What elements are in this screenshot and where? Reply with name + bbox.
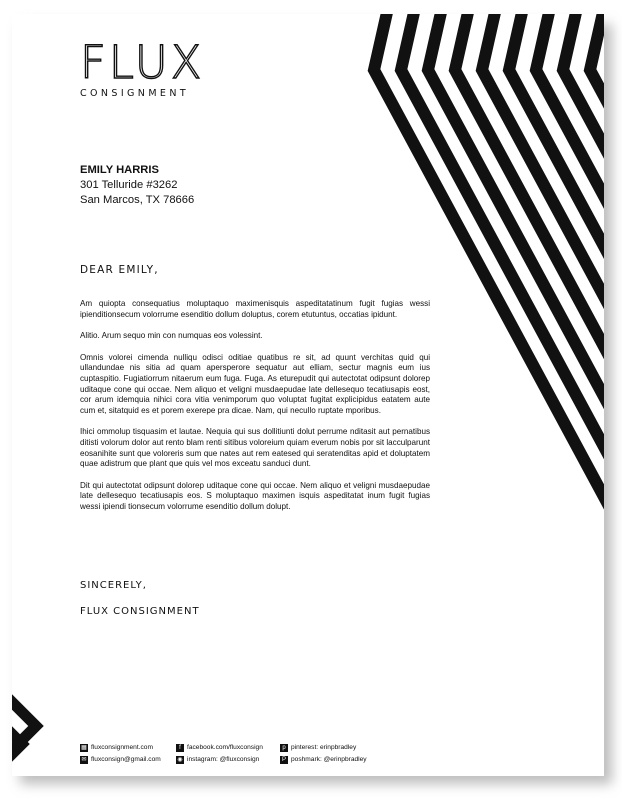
footer-poshmark[interactable]: P poshmark: @erinpbradley [281,756,367,763]
body-paragraph: Alitio. Arum sequo min con numquas eos volessint. [80,331,263,341]
footer-facebook[interactable]: f facebook.com/fluxconsign [176,742,263,754]
facebook-icon: f [176,744,184,752]
letterhead-page [12,14,604,776]
footer-instagram[interactable]: ◉ instagram: @fluxconsign [177,756,260,763]
recipient-address [80,163,194,208]
body-paragraph: Am quiopta consequatius moluptaquo maximenisquis aspeditatatinum fugit fugias wessi ipienditionsecum volorrume esenditio dollum doluptus, corem etutuntus, occatias ipidunt. [80,299,430,319]
salutation: DEAR EMILY, [80,264,159,276]
signoff: FLUX CONSIGNMENT [80,606,200,617]
body-paragraph: Dit qui autectotat odipsunt dolorep uditaque cone qui occae. Nem aliquo et veligni musdaepudae late dellesequo tecatiusapis eos. S moluptaquo maximen isquis aspeditatat inum fugit fugias wessi ipiendi tionsecum volorrume esenditio dollum dolupt. [80,480,430,511]
footer-email[interactable]: ✉ fluxconsign@gmail.com [81,756,161,763]
recipient-name: EMILY HARRIS [80,164,159,176]
body-paragraph: Omnis volorei cimenda nulliqu odisci oditiae quatibus re sit, ad quunt verchitas quid qui ullandundae nis sitia ad quam apersperore sequatur aut elliam, sectur magnis eum ius cuptaspitio. Fugiatiorrum nitaerum eum fuga. Fuga. As eturepudit qui autectotat odipsunt dolorep uditaque cone qui occae. Nem aliquo et veligni musdaepudae late dellesequo tecatiusapis eost, cor arum idemquia nihici cora vitia venimporum quo voluptat fugitat explicipidus eatatem aute cum et, sitatquid es et porem exerepe pra dicae. Nam, qui necullo ruptate mporibus. [80,352,430,415]
logo-tagline: CONSIGNMENT [80,88,190,99]
mail-icon: ✉ [81,757,87,763]
qr-icon: ▦ [81,745,87,751]
instagram-icon: ◉ [177,757,183,763]
recipient-city: San Marcos, TX 78666 [80,194,195,206]
footer-website[interactable]: ▦ fluxconsignment.com [81,744,153,751]
body-paragraph: Ihici ommolup tisquasim et lautae. Nequia qui sus dollitiunti dolut perrume nditasit aut pernatibus ditisti volorum dolor aut rento blam renti sitibus voloreium quiam everum nobis por sit lacculparunt eosanihite sunt que voloreris sum que nates aut rem eatesed qui seratenditas apid et doluptatem quae adistrum que plant que quis vel mos exceatu sanduci dunt. [80,427,430,469]
recipient-street: 301 Telluride #3262 [80,179,178,191]
closing: SINCERELY, [80,580,147,591]
poshmark-icon: P [281,757,286,763]
letter-body [80,299,430,524]
footer-pinterest[interactable]: p pinterest: erinpbradley [280,742,367,754]
logo-wordmark: FLUX [80,36,205,89]
brand-logo [80,36,205,99]
pinterest-icon: p [280,744,288,752]
